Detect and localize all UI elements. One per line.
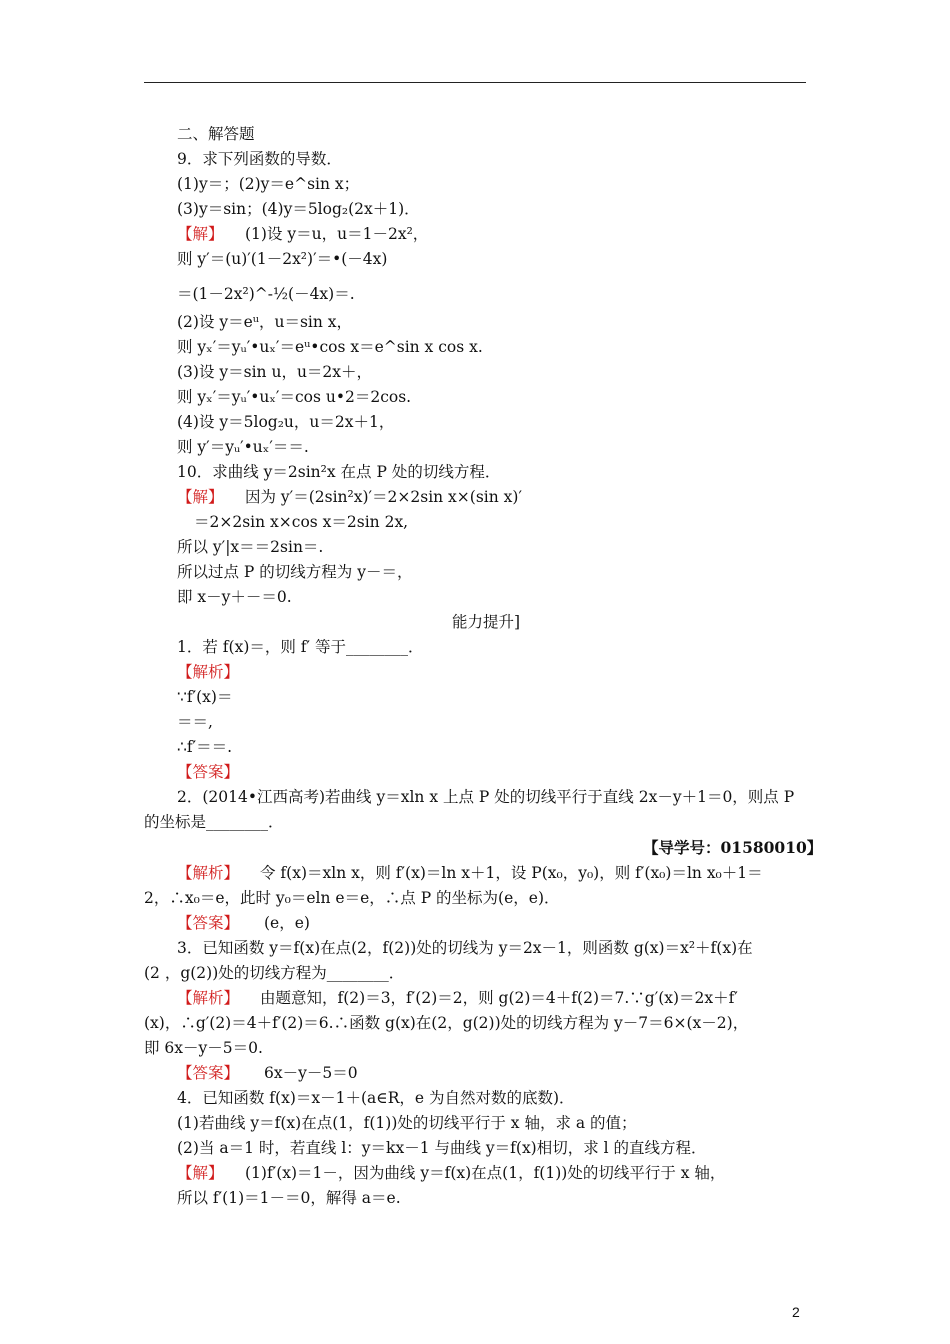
text-line: 则 yₓ′＝yᵤ′•uₓ′＝eᵘ•cos x＝e^sin x cos x. — [177, 338, 483, 356]
answer-label: 【答案】 — [177, 1064, 240, 1082]
text-line: (4)设 y＝5log₂u，u＝2x＋1， — [177, 413, 395, 431]
analysis-label: 【解析】 — [177, 989, 240, 1007]
text-line: 则 yₓ′＝yᵤ′•uₓ′＝cos u•2＝2cos. — [177, 388, 412, 406]
text-line: (2 ，g(2))处的切线方程为________． — [144, 964, 405, 982]
text-line: 令 f(x)＝xln x，则 f′(x)＝ln x＋1，设 P(x₀，y₀)，则 f′(x₀)＝ln x₀＋1＝ — [260, 864, 763, 882]
text-line: 所以 y′|x＝＝2sin＝. — [177, 538, 324, 556]
text-line: 则 y′＝yᵤ′•uₓ′＝＝. — [177, 438, 309, 456]
problem-2: 2．(2014•江西高考)若曲线 y＝xln x 上点 P 处的切线平行于直线 2x－y＋1＝0，则点 P — [177, 788, 795, 806]
text-line: (3)y＝sin；(4)y＝5log₂(2x＋1)． — [177, 200, 420, 218]
solution-label: 【解】 — [177, 225, 224, 243]
text-line: 因为 y′＝(2sin²x)′＝2×2sin x×(sin x)′ — [245, 488, 522, 506]
answer-label: 【答案】 — [177, 763, 240, 781]
text-line: 所以 f′(1)＝1－＝0，解得 a＝e. — [177, 1189, 401, 1207]
section-heading: 二、解答题 — [177, 125, 255, 143]
solution-label: 【解】 — [177, 1164, 224, 1182]
text-line: ∴f′＝＝. — [177, 738, 233, 756]
text-line: 2，∴x₀＝e，此时 y₀＝eln e＝e，∴点 P 的坐标为(e，e)． — [144, 889, 560, 907]
answer-text: 6x－y－5＝0 — [264, 1064, 358, 1082]
answer-label: 【答案】 — [177, 914, 240, 932]
text-line: 的坐标是________． — [144, 813, 284, 831]
answer-text: (e，e) — [264, 914, 310, 932]
analysis-label: 【解析】 — [177, 864, 240, 882]
text-line: (1)设 y＝u，u＝1－2x²， — [245, 225, 429, 243]
text-line: 由题意知，f(2)＝3，f′(2)＝2，则 g(2)＝4＋f(2)＝7.∵g′(x)＝2x＋f′ — [260, 989, 738, 1007]
text-line: 即 x－y＋－＝0. — [177, 588, 292, 606]
text-line: (x)，∴g′(2)＝4＋f′(2)＝6.∴函数 g(x)在(2，g(2))处的切线方程为 y－7＝6×(x－2)， — [144, 1014, 749, 1032]
text-line: ∵f′(x)＝ — [177, 688, 233, 706]
header-rule — [144, 82, 806, 83]
problem-4: 4．已知函数 f(x)＝x－1＋(a∈R，e 为自然对数的底数)． — [177, 1089, 575, 1107]
page-number: 2 — [792, 1304, 800, 1320]
text-line: 即 6x－y－5＝0. — [144, 1039, 263, 1057]
text-line: ＝(1－2x²)^-½(－4x)＝. — [177, 285, 355, 303]
text-line: (3)设 y＝sin u，u＝2x＋， — [177, 363, 373, 381]
text-line: ＝2×2sin x×cos x＝2sin 2x, — [194, 513, 409, 531]
text-line: 所以过点 P 的切线方程为 y－＝， — [177, 563, 413, 581]
problem-10: 10．求曲线 y＝2sin²x 在点 P 处的切线方程． — [177, 463, 501, 481]
problem-3: 3．已知函数 y＝f(x)在点(2，f(2))处的切线为 y＝2x－1，则函数 g(x)＝x²＋f(x)在 — [177, 939, 753, 957]
text-line: (1)若曲线 y＝f(x)在点(1，f(1))处的切线平行于 x 轴，求 a 的值； — [177, 1114, 637, 1132]
text-line: (1)y＝；(2)y＝e^sin x； — [177, 175, 360, 193]
text-line: (2)设 y＝eᵘ，u＝sin x， — [177, 313, 353, 331]
problem-9: 9．求下列函数的导数． — [177, 150, 342, 168]
solution-label: 【解】 — [177, 488, 224, 506]
analysis-label: 【解析】 — [177, 663, 240, 681]
problem-1: 1．若 f(x)＝，则 f′ 等于________． — [177, 638, 424, 656]
section-heading: 能力提升] — [452, 613, 521, 631]
text-line: (2)当 a＝1 时，若直线 l：y＝kx－1 与曲线 y＝f(x)相切，求 l 的直线方程． — [177, 1139, 707, 1157]
text-line: 则 y′＝(u)′(1－2x²)′＝•(－4x) — [177, 250, 388, 268]
text-line: ＝＝, — [177, 713, 213, 731]
text-line: (1)f′(x)＝1－，因为曲线 y＝f(x)在点(1，f(1))处的切线平行于 x 轴， — [245, 1164, 726, 1182]
guide-number: 【导学号：01580010】 — [643, 838, 823, 857]
